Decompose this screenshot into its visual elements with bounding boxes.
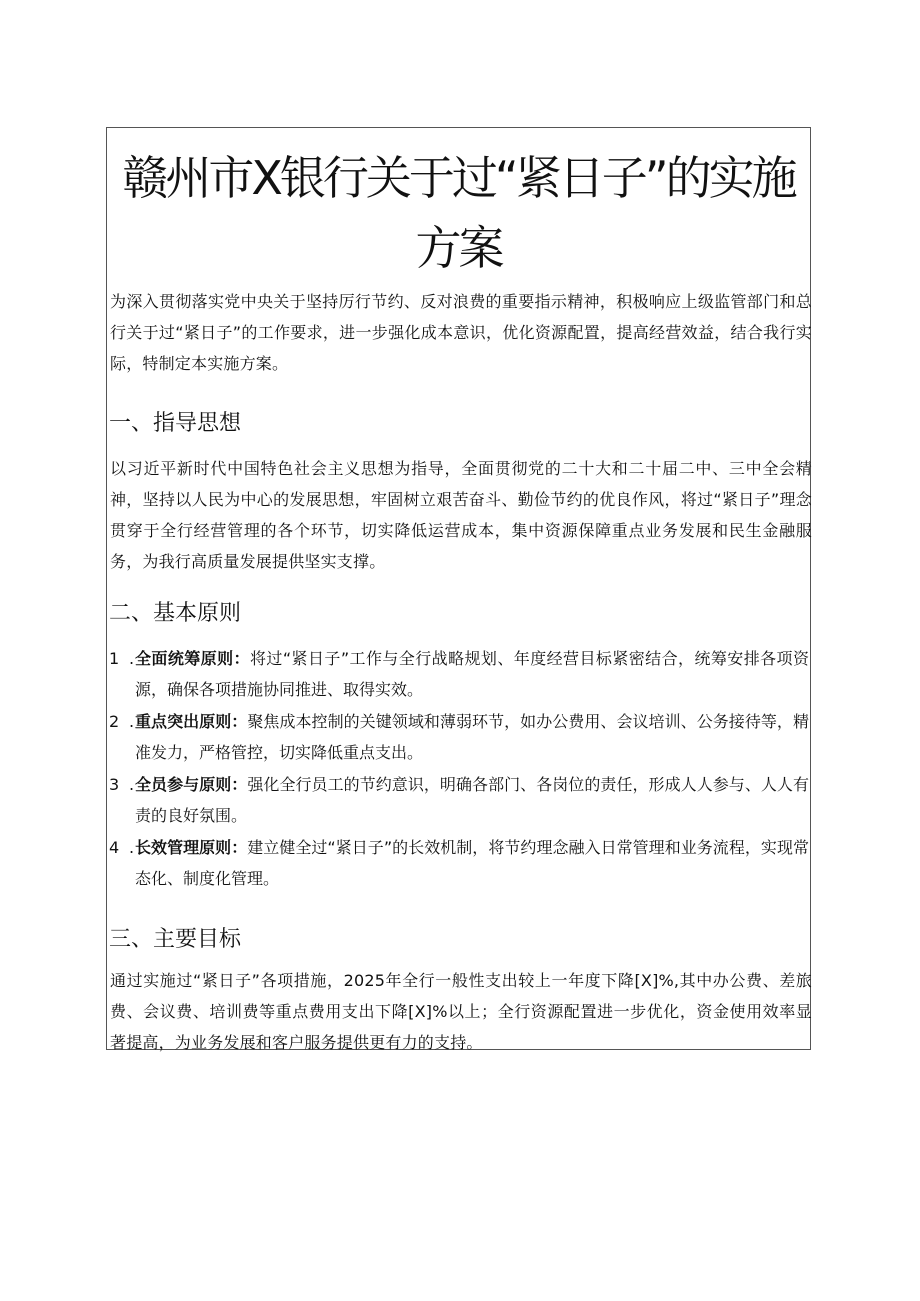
principle-body: [135, 832, 809, 894]
principle-lead: 全面统筹原则：: [135, 649, 250, 668]
document-title: 赣州市X银行关于过“紧日子”的实施方案: [122, 151, 795, 275]
principle-item: 1 . 全面统筹原则：将过“紧日子”工作与全行战略规划、年度经营目标紧密结合，统筹安排各项资源，确保各项措施协同推进、取得实效。: [109, 643, 809, 705]
principle-number: 4: [109, 838, 120, 857]
principle-lead: 全员参与原则：: [135, 775, 248, 794]
section-heading-main-goals: 三、主要目标: [109, 927, 242, 952]
principle-lead: 重点突出原则：: [135, 712, 248, 731]
intro-paragraph: 为深入贯彻落实党中央关于坚持厉行节约、反对浪费的重要指示精神，积极响应上级监管部门和总行关于过“紧日子”的工作要求，进一步强化成本意识，优化资源配置，提高经营效益，结合我行实际，特制定本实施方案。: [110, 292, 812, 373]
principle-number: 2: [109, 712, 120, 731]
principle-lead: 长效管理原则：: [135, 838, 248, 857]
section-heading-guiding-thought: 一、指导思想: [109, 411, 242, 436]
principle-text: 强化全行员工的节约意识，明确各部门、各岗位的责任，形成人人参与、人人有责的良好氛围。: [135, 775, 809, 825]
principle-item: 4 . 长效管理原则：建立健全过“紧日子”的长效机制，将节约理念融入日常管理和业务流程，实现常态化、制度化管理。: [109, 832, 809, 894]
principle-text: 建立健全过“紧日子”的长效机制，将节约理念融入日常管理和业务流程，实现常态化、制度化管理。: [135, 838, 809, 888]
guiding-thought-paragraph: 以习近平新时代中国特色社会主义思想为指导，全面贯彻党的二十大和二十届二中、三中全会精神，坚持以人民为中心的发展思想，牢固树立艰苦奋斗、勤俭节约的优良作风，将过“紧日子”理念贯穿于全行经营管理的各个环节，切实降低运营成本，集中资源保障重点业务发展和民生金融服务，为我行高质量发展提供坚实支撑。: [110, 459, 812, 571]
principle-text: 聚焦成本控制的关键领域和薄弱环节，如办公费用、会议培训、公务接待等，精准发力，严格管控，切实降低重点支出。: [135, 712, 809, 762]
principle-number: 1: [109, 649, 120, 668]
principle-body: [135, 643, 809, 705]
principle-body: [135, 769, 809, 831]
main-goals-paragraph: 通过实施过“紧日子”各项措施，2025年全行一般性支出较上一年度下降[X]%,其中办公费、差旅费、会议费、培训费等重点费用支出下降[X]%以上；全行资源配置进一步优化，资金使用效率显著提高，为业务发展和客户服务提供更有力的支持。: [110, 971, 812, 1052]
principle-text: 将过“紧日子”工作与全行战略规划、年度经营目标紧密结合，统筹安排各项资源，确保各项措施协同推进、取得实效。: [135, 649, 809, 699]
principle-number: 3: [109, 775, 120, 794]
document-frame: [106, 127, 811, 1050]
principle-body: [135, 706, 809, 768]
section-heading-basic-principles: 二、基本原则: [109, 601, 242, 626]
principle-item: 2 . 重点突出原则：聚焦成本控制的关键领域和薄弱环节，如办公费用、会议培训、公务接待等，精准发力，严格管控，切实降低重点支出。: [109, 706, 809, 768]
principle-item: 3 . 全员参与原则：强化全行员工的节约意识，明确各部门、各岗位的责任，形成人人参与、人人有责的良好氛围。: [109, 769, 809, 831]
